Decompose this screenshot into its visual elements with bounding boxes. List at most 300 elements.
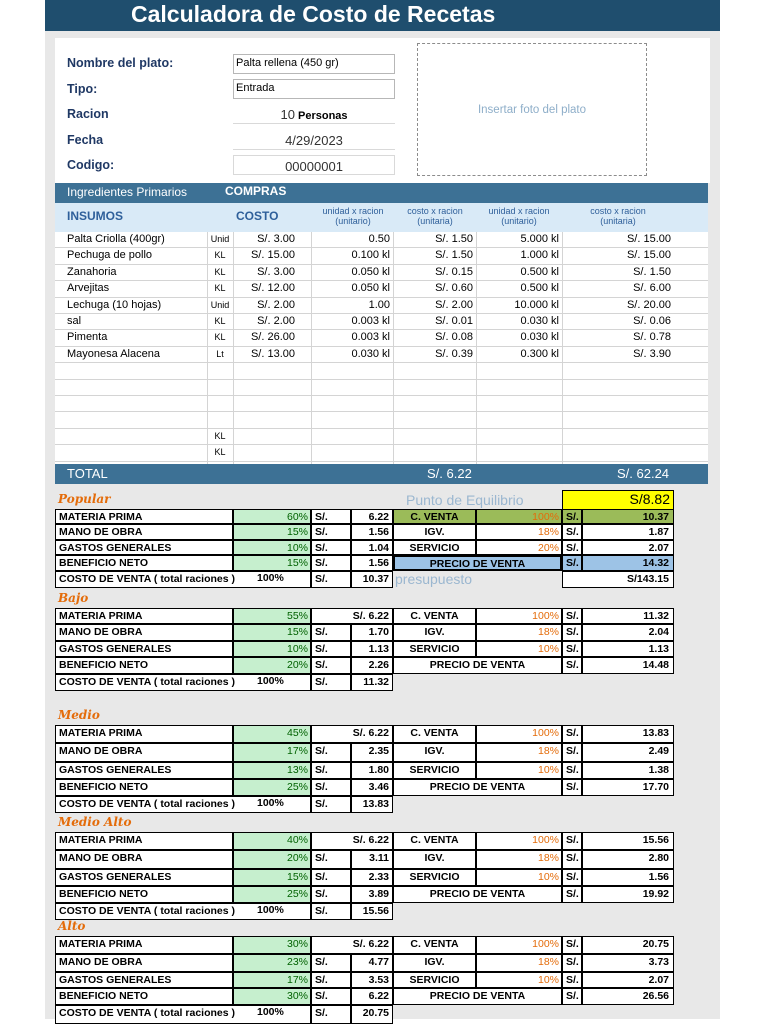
ingredient-qty[interactable] [311, 413, 393, 428]
materia-prima-row [55, 608, 675, 624]
beneficio-neto-label: BENEFICIO NETO [55, 555, 233, 571]
col-costo: COSTO [236, 209, 279, 223]
total-unit-cost: S/. 6.22 [427, 466, 472, 481]
ingredient-qty[interactable] [311, 381, 393, 396]
section-header-bar [55, 183, 708, 203]
ingredient-name[interactable]: Zanahoria [67, 265, 117, 278]
materia-prima-label: MATERIA PRIMA [55, 725, 233, 743]
ingredient-cost-total [562, 430, 674, 445]
ingredient-unit[interactable]: KL [214, 250, 226, 261]
ingredient-unit[interactable]: Lt [216, 348, 224, 359]
ingredient-qty[interactable] [311, 446, 393, 461]
beneficio-neto-value: 3.46 [351, 779, 393, 796]
ingredient-cost-unit [393, 413, 476, 428]
cventa-value: 20.75 [582, 936, 674, 954]
currency-label: S/. [562, 657, 582, 674]
ingredient-qty[interactable]: 0.003 kl [351, 315, 390, 327]
cventa-label: C. VENTA [393, 608, 476, 624]
page-title: Calculadora de Costo de Recetas [131, 1, 496, 27]
mano-obra-percent[interactable]: 17% [233, 743, 311, 762]
beneficio-neto-value: 6.22 [351, 988, 393, 1005]
ingredient-unit[interactable]: KL [214, 332, 226, 343]
materia-prima-label: MATERIA PRIMA [55, 832, 233, 850]
nombre-field[interactable]: Palta rellena (450 gr) [233, 54, 395, 74]
beneficio-neto-value: 2.26 [351, 657, 393, 674]
materia-prima-percent[interactable]: 55% [233, 608, 311, 624]
materia-prima-row [55, 725, 675, 743]
ingredient-unit[interactable]: Unid [210, 234, 230, 244]
mano-obra-percent[interactable]: 20% [233, 850, 311, 869]
mano-obra-value: 1.70 [351, 624, 393, 641]
igv-value: 1.87 [582, 524, 674, 540]
gastos-generales-label: GASTOS GENERALES [55, 972, 233, 988]
mano-obra-row [55, 743, 675, 762]
ingredient-qty[interactable]: 0.030 kl [351, 347, 390, 360]
ingredient-qty[interactable] [311, 430, 393, 445]
igv-value: 2.49 [582, 743, 674, 762]
category-title: Medio Alto [58, 815, 132, 829]
cventa-percent[interactable]: 100% [476, 725, 562, 743]
currency-label: S/. [311, 641, 351, 657]
gastos-generales-value: 1.04 [351, 540, 393, 555]
currency-label: S/. [311, 954, 351, 972]
ingredient-cost[interactable]: S/. 2.00 [257, 315, 295, 327]
currency-label: S/. [311, 850, 351, 869]
ingredient-cost[interactable]: S/. 13.00 [250, 347, 295, 360]
ingredient-name[interactable]: Pechuga de pollo [67, 249, 153, 262]
currency-label: S/. [311, 779, 351, 796]
mano-obra-percent[interactable]: 15% [233, 624, 311, 641]
beneficio-neto-percent[interactable]: 25% [233, 886, 311, 903]
materia-prima-label: MATERIA PRIMA [55, 936, 233, 954]
mano-obra-percent[interactable]: 23% [233, 954, 311, 972]
ingredient-cost-total [562, 381, 674, 396]
currency-label: S/. [562, 954, 582, 972]
igv-label: IGV. [393, 624, 476, 641]
beneficio-neto-label: BENEFICIO NETO [55, 886, 233, 903]
costo-venta-row [55, 903, 675, 920]
costo-venta-label: COSTO DE VENTA ( total raciones ) [55, 796, 311, 813]
igv-label: IGV. [393, 954, 476, 972]
beneficio-neto-percent[interactable]: 25% [233, 779, 311, 796]
ingredient-qty-total: 10.000 kl [514, 298, 559, 311]
mano-obra-label: MANO DE OBRA [55, 524, 233, 540]
table-row [55, 330, 708, 346]
ingredient-qty-total [476, 381, 562, 396]
ingredient-cost-total: S/. 0.78 [633, 331, 671, 344]
ingredient-cost[interactable]: S/. 3.00 [257, 265, 295, 278]
igv-percent[interactable]: 18% [476, 954, 562, 972]
col-unidad-racion-1-line1: unidad x racion [322, 206, 384, 216]
codigo-label: Codigo: [67, 158, 115, 172]
costo-venta-label: COSTO DE VENTA ( total raciones ) [55, 1005, 311, 1024]
ingredient-cost-total [562, 397, 674, 412]
cventa-label: C. VENTA [393, 725, 476, 743]
serv-value: 1.38 [582, 762, 674, 779]
ingredient-name[interactable]: Arvejitas [67, 282, 110, 295]
category-title: Alto [58, 919, 86, 933]
serv-percent[interactable]: 10% [476, 762, 562, 779]
racion-value: 10 [280, 107, 295, 122]
category-title: Bajo [58, 591, 89, 605]
table-row [55, 380, 708, 396]
ingredient-unit[interactable] [207, 382, 233, 397]
tipo-field[interactable]: Entrada [233, 79, 395, 99]
precio-venta-label: PRECIO DE VENTA [393, 555, 562, 571]
tipo-label: Tipo: [67, 82, 98, 96]
materia-prima-row [55, 936, 675, 954]
col-costo-racion-2 [562, 206, 674, 226]
currency-label: S/. [562, 988, 582, 1005]
materia-prima-percent[interactable]: 60% [233, 509, 311, 524]
punto-equilibrio-label: Punto de Equilibrio [406, 492, 524, 508]
cventa-percent[interactable]: 100% [476, 832, 562, 850]
ingredient-cost[interactable]: S/. 12.00 [250, 282, 295, 295]
ingredient-qty[interactable]: 0.003 kl [351, 331, 390, 344]
presupuesto-label: presupuesto [395, 571, 473, 587]
gastos-generales-percent[interactable]: 10% [233, 641, 311, 657]
serv-label: SERVICIO [393, 641, 476, 657]
cventa-label: C. VENTA [393, 509, 476, 524]
gastos-generales-value: 3.53 [351, 972, 393, 988]
ingredient-cost-unit: S/. 1.50 [435, 233, 473, 245]
col-unidad-racion-1-line2: (unitario) [335, 216, 371, 226]
costo-venta-row [55, 796, 675, 813]
serv-percent[interactable]: 10% [476, 972, 562, 988]
costo-venta-row [55, 1005, 675, 1024]
ingredient-name[interactable]: Palta Criolla (400gr) [67, 233, 165, 245]
ingredient-cost-total: S/. 15.00 [626, 233, 671, 245]
mano-obra-row [55, 850, 675, 869]
ingredient-unit[interactable]: KL [214, 430, 226, 441]
cventa-value: 10.37 [582, 509, 674, 524]
ingredient-cost[interactable] [233, 446, 295, 461]
beneficio-neto-row [55, 779, 675, 796]
currency-label: S/. [311, 571, 351, 588]
currency-label: S/. [562, 725, 582, 743]
cventa-value: 13.83 [582, 725, 674, 743]
igv-label: IGV. [393, 524, 476, 540]
serv-value: 2.07 [582, 972, 674, 988]
ingredient-qty[interactable] [311, 364, 393, 379]
materia-prima-row [55, 832, 675, 850]
ingredient-qty-total [476, 413, 562, 428]
currency-label: S/. [311, 1005, 351, 1024]
racion-field[interactable] [233, 104, 395, 124]
ingredient-name[interactable]: Pimenta [67, 331, 108, 344]
codigo-field[interactable]: 00000001 [233, 155, 395, 175]
costo-venta-row [55, 571, 675, 588]
costo-venta-value: 11.32 [351, 674, 393, 691]
ingredient-cost[interactable] [233, 364, 295, 379]
cventa-percent[interactable]: 100% [476, 936, 562, 954]
currency-label: S/. [311, 657, 351, 674]
currency-label: S/. [311, 509, 351, 524]
gastos-generales-percent[interactable]: 15% [233, 869, 311, 886]
ingredient-cost[interactable]: S/. 3.00 [257, 233, 295, 245]
igv-percent[interactable]: 18% [476, 624, 562, 641]
currency-label: S/. [311, 540, 351, 555]
ingredient-cost-unit: S/. 0.08 [435, 331, 473, 344]
col-costo-racion-2-line2: (unitaria) [600, 216, 636, 226]
gastos-generales-label: GASTOS GENERALES [55, 762, 233, 779]
gastos-generales-percent[interactable]: 10% [233, 540, 311, 555]
costo-venta-label: COSTO DE VENTA ( total raciones ) [55, 674, 311, 691]
beneficio-neto-value: 1.56 [351, 555, 393, 571]
precio-venta-value: 17.70 [582, 779, 674, 796]
beneficio-neto-row [55, 555, 675, 571]
gastos-generales-row [55, 972, 675, 988]
precio-venta-value: 26.56 [582, 988, 674, 1005]
currency-label: S/. [311, 674, 351, 691]
costo-venta-row [55, 674, 675, 691]
ingredient-qty-total: 0.500 kl [520, 265, 559, 278]
igv-percent[interactable]: 18% [476, 850, 562, 869]
beneficio-neto-percent[interactable]: 15% [233, 555, 311, 571]
ingredient-unit[interactable] [207, 398, 233, 413]
ingredient-cost[interactable] [233, 397, 295, 412]
costo-venta-percent: 100% [257, 1006, 284, 1018]
table-row [55, 232, 708, 248]
costo-venta-percent: 100% [257, 797, 284, 809]
column-headers [55, 203, 708, 232]
ingredient-qty[interactable] [311, 397, 393, 412]
ingredient-qty[interactable]: 0.50 [368, 233, 390, 245]
gastos-generales-value: 2.33 [351, 869, 393, 886]
materia-prima-value: S/. 6.22 [311, 608, 393, 624]
mano-obra-row [55, 524, 675, 540]
currency-label: S/. [562, 608, 582, 624]
serv-percent[interactable]: 20% [476, 540, 562, 555]
total-grand-cost: S/. 62.24 [617, 466, 670, 481]
currency-label: S/. [562, 869, 582, 886]
table-row [55, 396, 708, 412]
currency-label: S/. [311, 903, 351, 920]
ingredient-cost-unit: S/. 0.60 [435, 282, 473, 295]
ingredient-cost-unit [393, 364, 476, 379]
table-row [55, 248, 708, 264]
igv-percent[interactable]: 18% [476, 524, 562, 540]
col-costo-racion-1-line2: (unitaria) [417, 216, 453, 226]
ingredient-cost[interactable]: S/. 26.00 [250, 331, 295, 344]
ingredient-unit[interactable] [207, 365, 233, 380]
currency-label: S/. [562, 524, 582, 540]
beneficio-neto-label: BENEFICIO NETO [55, 657, 233, 674]
racion-unit: Personas [298, 110, 348, 122]
fecha-field[interactable]: 4/29/2023 [233, 130, 395, 150]
ingredient-qty-total [476, 446, 562, 461]
beneficio-neto-percent[interactable]: 30% [233, 988, 311, 1005]
currency-label: S/. [562, 624, 582, 641]
ingredient-cost-unit [393, 397, 476, 412]
serv-value: 1.13 [582, 641, 674, 657]
ingredient-qty-total: 0.030 kl [520, 315, 559, 327]
col-unidad-racion-1 [311, 206, 395, 226]
materia-prima-value: S/. 6.22 [311, 725, 393, 743]
serv-value: 2.07 [582, 540, 674, 555]
ingredient-cost[interactable]: S/. 2.00 [257, 298, 295, 311]
mano-obra-row [55, 624, 675, 641]
table-row [55, 445, 708, 461]
precio-venta-value: 14.32 [582, 555, 674, 571]
ingredient-qty-total [476, 364, 562, 379]
mano-obra-label: MANO DE OBRA [55, 954, 233, 972]
currency-label: S/. [562, 762, 582, 779]
currency-label: S/. [562, 832, 582, 850]
precio-venta-value: 19.92 [582, 886, 674, 903]
col-costo-racion-2-line1: costo x racion [590, 206, 646, 216]
costo-venta-label: COSTO DE VENTA ( total raciones ) [55, 571, 311, 588]
ingredient-cost-total: S/. 20.00 [626, 298, 671, 311]
currency-label: S/. [562, 641, 582, 657]
gastos-generales-value: 1.13 [351, 641, 393, 657]
gastos-generales-label: GASTOS GENERALES [55, 641, 233, 657]
punto-equilibrio-value: S/8.82 [562, 490, 674, 510]
table-row [55, 281, 708, 297]
currency-label: S/. [562, 509, 582, 524]
ingredient-qty[interactable]: 0.100 kl [351, 249, 390, 262]
col-unidad-racion-2 [476, 206, 562, 226]
materia-prima-row [55, 509, 675, 524]
nombre-label: Nombre del plato: [67, 56, 174, 70]
ingredient-unit[interactable]: KL [214, 447, 226, 458]
mano-obra-row [55, 954, 675, 972]
ingredient-cost[interactable] [233, 381, 295, 396]
ingredient-qty[interactable]: 0.050 kl [351, 265, 390, 278]
table-row [55, 265, 708, 281]
currency-label: S/. [562, 972, 582, 988]
title-bar [45, 0, 720, 31]
ingredient-cost-unit: S/. 0.01 [435, 315, 473, 327]
ingredient-cost-total [562, 413, 674, 428]
ingredient-unit[interactable] [207, 414, 233, 429]
ingredient-cost-unit: S/. 0.39 [435, 347, 473, 360]
ingredient-cost-total [562, 364, 674, 379]
ingredient-cost[interactable] [233, 430, 295, 445]
cventa-value: 15.56 [582, 832, 674, 850]
serv-label: SERVICIO [393, 972, 476, 988]
ingredient-cost-unit [393, 381, 476, 396]
ingredient-qty[interactable]: 0.050 kl [351, 282, 390, 295]
serv-label: SERVICIO [393, 762, 476, 779]
igv-label: IGV. [393, 850, 476, 869]
costo-venta-value: 10.37 [351, 571, 393, 588]
materia-prima-percent[interactable]: 45% [233, 725, 311, 743]
ingredient-cost-unit: S/. 2.00 [435, 298, 473, 311]
currency-label: S/. [562, 743, 582, 762]
gastos-generales-percent[interactable]: 13% [233, 762, 311, 779]
ingredient-cost-unit [393, 430, 476, 445]
materia-prima-percent[interactable]: 40% [233, 832, 311, 850]
ingredient-cost[interactable] [233, 413, 295, 428]
materia-prima-label: MATERIA PRIMA [55, 509, 233, 524]
ingredient-name[interactable]: Mayonesa Alacena [67, 347, 160, 360]
racion-label: Racion [67, 107, 109, 121]
currency-label: S/. [311, 555, 351, 571]
cventa-label: C. VENTA [393, 832, 476, 850]
serv-label: SERVICIO [393, 540, 476, 555]
mano-obra-label: MANO DE OBRA [55, 850, 233, 869]
mano-obra-value: 2.35 [351, 743, 393, 762]
ingredient-qty-total: 0.300 kl [520, 347, 559, 360]
ingredient-qty[interactable]: 1.00 [368, 298, 390, 311]
currency-label: S/. [311, 796, 351, 813]
ingredient-cost[interactable]: S/. 15.00 [250, 249, 295, 262]
table-row [55, 298, 708, 314]
costo-venta-value: 20.75 [351, 1005, 393, 1024]
currency-label: S/. [311, 743, 351, 762]
currency-label: S/. [562, 850, 582, 869]
gastos-generales-label: GASTOS GENERALES [55, 540, 233, 555]
mano-obra-value: 1.56 [351, 524, 393, 540]
total-label: TOTAL [67, 466, 108, 481]
ingredient-name[interactable]: sal [67, 315, 82, 327]
col-unidad-racion-2-line2: (unitario) [501, 216, 537, 226]
costo-venta-percent: 100% [257, 572, 284, 584]
ingredient-unit[interactable]: KL [214, 316, 226, 326]
igv-value: 2.80 [582, 850, 674, 869]
fecha-label: Fecha [67, 133, 104, 147]
mano-obra-percent[interactable]: 15% [233, 524, 311, 540]
materia-prima-value: S/. 6.22 [311, 936, 393, 954]
ingredient-unit[interactable]: KL [214, 283, 226, 294]
cventa-value: 11.32 [582, 608, 674, 624]
table-row [55, 412, 708, 428]
precio-venta-label: PRECIO DE VENTA [393, 657, 562, 674]
ingredient-unit[interactable]: Unid [210, 299, 230, 310]
beneficio-neto-percent[interactable]: 20% [233, 657, 311, 674]
ingredient-cost-total: S/. 3.90 [633, 347, 671, 360]
gastos-generales-value: 1.80 [351, 762, 393, 779]
costo-venta-label: COSTO DE VENTA ( total raciones ) [55, 903, 311, 920]
serv-percent[interactable]: 10% [476, 869, 562, 886]
currency-label: S/. [311, 988, 351, 1005]
precio-venta-label: PRECIO DE VENTA [393, 886, 562, 903]
igv-percent[interactable]: 18% [476, 743, 562, 762]
igv-label: IGV. [393, 743, 476, 762]
cventa-percent[interactable]: 100% [476, 509, 562, 524]
photo-placeholder-text: Insertar foto del plato [477, 104, 587, 116]
gastos-generales-row [55, 762, 675, 779]
cventa-label: C. VENTA [393, 936, 476, 954]
currency-label: S/. [562, 779, 582, 796]
ingredient-qty-total [476, 397, 562, 412]
beneficio-neto-label: BENEFICIO NETO [55, 779, 233, 796]
beneficio-neto-row [55, 988, 675, 1005]
precio-venta-label: PRECIO DE VENTA [393, 779, 562, 796]
ingredient-cost-total: S/. 0.06 [633, 315, 671, 327]
materia-prima-percent[interactable]: 30% [233, 936, 311, 954]
gastos-generales-row [55, 540, 675, 555]
gastos-generales-percent[interactable]: 17% [233, 972, 311, 988]
gastos-generales-label: GASTOS GENERALES [55, 869, 233, 886]
currency-label: S/. [311, 524, 351, 540]
photo-placeholder[interactable] [417, 43, 647, 176]
presupuesto-value: S/143.15 [562, 571, 674, 588]
serv-percent[interactable]: 10% [476, 641, 562, 657]
currency-label: S/. [311, 624, 351, 641]
section-primarios: Ingredientes Primarios [67, 185, 188, 199]
currency-label: S/. [562, 936, 582, 954]
ingredient-unit[interactable]: KL [214, 266, 226, 277]
ingredient-name[interactable]: Lechuga (10 hojas) [67, 298, 162, 311]
ingredient-qty-total: 1.000 kl [520, 249, 559, 262]
cventa-percent[interactable]: 100% [476, 608, 562, 624]
ingredient-cost-unit: S/. 0.15 [435, 265, 473, 278]
materia-prima-value: 6.22 [351, 509, 393, 524]
ingredient-cost-total: S/. 6.00 [633, 282, 671, 295]
currency-label: S/. [311, 886, 351, 903]
